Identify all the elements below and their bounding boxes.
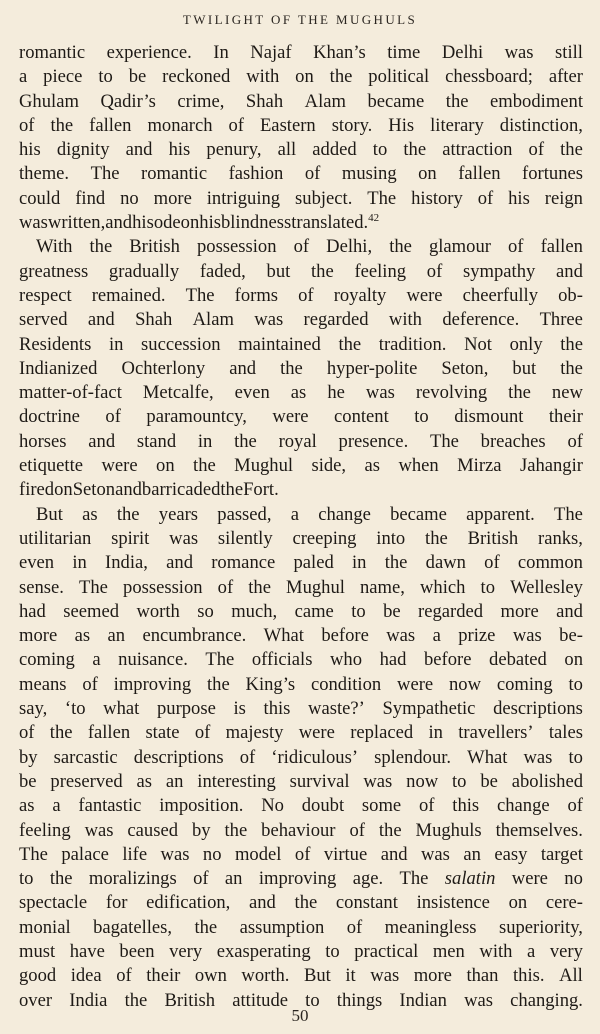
text-line: Indianized Ochterlony and the hyper-polite Seton, but the [19,357,583,379]
text-line: means of improving the King’s condition were now coming to [19,673,583,695]
page-number: 50 [291,1006,309,1025]
text-line: his dignity and his penury, all added to the attraction of the [19,139,583,161]
text-line: greatness gradually faded, but the feeling of sympathy and [19,260,583,282]
text-line: Ghulam Qadir’s crime, Shah Alam became the embodiment [19,90,583,112]
text-line: feeling was caused by the behaviour of the Mughuls themselves. [19,819,583,841]
text-line: doctrine of paramountcy, were content to dismount their [19,406,583,428]
text-line: as a fantastic imposition. No doubt some of this change of [19,795,583,817]
text-line: romantic experience. In Najaf Khan’s time Delhi was still [19,42,583,63]
text-line: spectacle for edification, and the constant insistence on cere- [19,892,583,914]
text-line: sense. The possession of the Mughul name, which to Wellesley [19,576,583,598]
footnote-reference: 42 [368,212,380,225]
text-line: to the moralizings of an improving age. The salatin were no [19,868,583,890]
text-line: good idea of their own worth. But it was more than this. All [19,965,583,987]
running-head: TWILIGHT OF THE MUGHULS [182,12,418,27]
text-line: could find no more intriguing subject. The history of his reign [19,187,583,209]
page-body [19,41,583,1013]
text-line: With the British possession of Delhi, the glamour of fallen [36,236,583,258]
text-line: by sarcastic descriptions of ‘ridiculous’ splendour. What was to [19,746,583,768]
text-line: monial bagatelles, the assumption of meaningless superiority, [19,916,583,938]
text-line: utilitarian spirit was silently creeping into the British ranks, [19,527,583,549]
text-line: coming a nuisance. The officials who had before debated on [19,649,583,671]
text-line: respect remained. The forms of royalty were cheerfully ob- [19,284,583,306]
text-line: must have been very exasperating to practical men with a very [19,940,583,962]
text-line: even in India, and romance paled in the dawn of common [19,552,583,574]
text-line: The palace life was no model of virtue and was an easy target [19,843,583,865]
text-line: was written, and his ode on his blindness translated.$^{42}$ [19,212,380,234]
text-line: served and Shah Alam was regarded with deference. Three [19,309,583,331]
text-line: etiquette were on the Mughul side, as when Mirza Jahangir [19,455,583,477]
text-line: horses and stand in the royal presence. The breaches of [19,430,583,452]
text-line: be preserved as an interesting survival was now to be abolished [19,770,583,792]
text-line: fired on Seton and barricaded the Fort. [19,479,279,501]
text-line: matter-of-fact Metcalfe, even as he was revolving the new [19,382,583,404]
text-line: more as an encumbrance. What before was a prize was be- [19,625,583,647]
text-line: Residents in succession maintained the tradition. Not only the [19,333,583,355]
text-line: theme. The romantic fashion of musing on fallen fortunes [19,163,583,185]
text-line: over India the British attitude to things Indian was changing. [19,989,583,1011]
text-line: But as the years passed, a change became apparent. The [36,503,583,525]
text-line: say, ‘to what purpose is this waste?’ Sympathetic descriptions [19,698,583,720]
text-line: of the fallen monarch of Eastern story. His literary distinction, [19,114,583,136]
text-line: a piece to be reckoned with on the political chessboard; after [19,66,583,88]
text-line: of the fallen state of majesty were replaced in travellers’ tales [19,722,583,744]
text-line: had seemed worth so much, came to be regarded more and [19,600,583,622]
